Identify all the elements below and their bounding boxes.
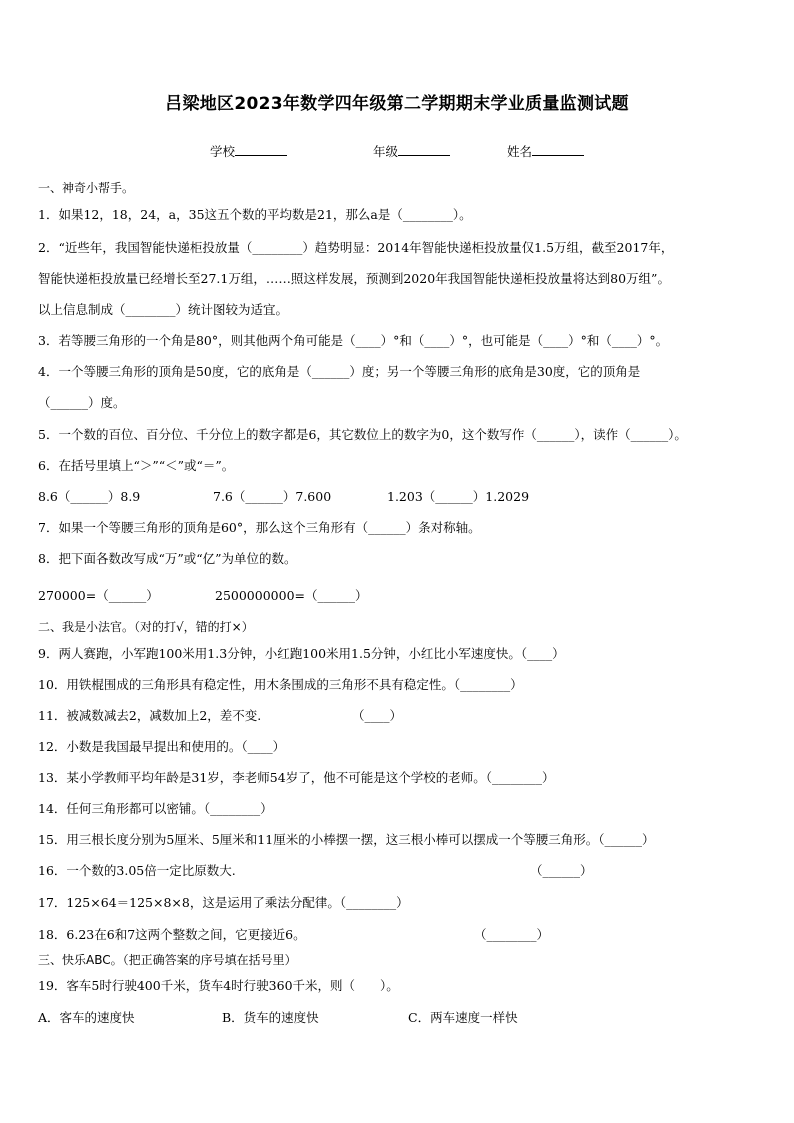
question-7: 7．如果一个等腰三角形的顶角是60°，那么这个三角形有（______）条对称轴。: [38, 520, 481, 535]
name-field: [507, 142, 584, 160]
question-4-line-1: 4．一个等腰三角形的顶角是50度，它的底角是（______）度；另一个等腰三角形的底角是30度，它的顶角是: [38, 364, 641, 379]
section-3-heading: 三、快乐ABC。（把正确答案的序号填在括号里）: [38, 953, 297, 967]
question-18: 18．6.23在6和7这两个整数之间，它更接近6。: [38, 927, 306, 942]
school-blank[interactable]: [235, 143, 287, 156]
question-19: 19．客车5时行驶400千米，货车4时行驶360千米，则（ ）。: [38, 978, 399, 993]
grade-label: 年级: [373, 144, 399, 159]
question-18-answer: （________）: [474, 927, 550, 942]
question-6-item-a: 8.6（______）8.9: [38, 489, 141, 504]
page-title: 吕梁地区2023年数学四年级第二学期期末学业质量监测试题: [165, 94, 629, 114]
question-8: 8．把下面各数改写成“万”或“亿”为单位的数。: [38, 551, 297, 566]
question-16-answer: （______）: [530, 863, 593, 878]
question-5: 5．一个数的百位、百分位、千分位上的数字都是6，其它数位上的数字为0，这个数写作（______），读作（______）。: [38, 427, 687, 442]
section-2-heading: 二、我是小法官。（对的打√，错的打×）: [38, 620, 254, 634]
question-10: 10．用铁棍围成的三角形具有稳定性，用木条围成的三角形不具有稳定性。（________）: [38, 677, 523, 692]
question-14: 14．任何三角形都可以密铺。（________）: [38, 801, 273, 816]
question-19-option-b: B．货车的速度快: [222, 1010, 319, 1025]
question-4-line-2: （______）度。: [38, 395, 126, 410]
question-17: 17．125×64＝125×8×8，这是运用了乘法分配律。（________）: [38, 895, 409, 910]
question-19-option-c: C．两车速度一样快: [408, 1010, 518, 1025]
question-2-line-1: 2．“近些年，我国智能快递柜投放量（________）趋势明显：2014年智能快递柜投放量仅1.5万组，截至2017年，: [38, 240, 674, 255]
question-6: 6．在括号里填上“＞”“＜”或“＝”。: [38, 458, 235, 473]
name-blank[interactable]: [532, 143, 584, 156]
school-field: [210, 142, 287, 160]
question-6-item-b: 7.6（______）7.600: [213, 489, 332, 504]
question-15: 15．用三根长度分别为5厘米、5厘米和11厘米的小棒摆一摆，这三根小棒可以摆成一个等腰三角形。（______）: [38, 832, 655, 847]
school-label: 学校: [210, 144, 236, 159]
question-9: 9．两人赛跑，小军跑100米用1.3分钟，小红跑100米用1.5分钟，小红比小军速度快。（____）: [38, 646, 565, 661]
question-3: 3．若等腰三角形的一个角是80°，则其他两个角可能是（____）°和（____）°，也可能是（____）°和（____）°。: [38, 333, 669, 348]
question-13: 13．某小学教师平均年龄是31岁，李老师54岁了，他不可能是这个学校的老师。（________）: [38, 770, 555, 785]
name-label: 姓名: [507, 144, 533, 159]
section-1-heading: 一、神奇小帮手。: [38, 181, 135, 195]
question-11: 11．被减数减去2，减数加上2，差不变.: [38, 708, 262, 723]
question-16: 16．一个数的3.05倍一定比原数大.: [38, 863, 236, 878]
question-2-line-2: 智能快递柜投放量已经增长至27.1万组，……照这样发展，预测到2020年我国智能快递柜投放量将达到80万组”。: [38, 271, 670, 286]
grade-blank[interactable]: [398, 143, 450, 156]
question-11-answer: （____）: [352, 708, 403, 723]
question-2-line-3: 以上信息制成（________）统计图较为适宜。: [38, 302, 289, 317]
question-1: 1．如果12，18，24，a，35这五个数的平均数是21，那么a是（________）。: [38, 207, 472, 222]
question-8-item-b: 2500000000=（______）: [215, 588, 368, 603]
question-12: 12．小数是我国最早提出和使用的。（____）: [38, 739, 286, 754]
grade-field: [373, 142, 450, 160]
question-8-item-a: 270000=（______）: [38, 588, 159, 603]
question-6-item-c: 1.203（______）1.2029: [387, 489, 530, 504]
question-19-option-a: A．客车的速度快: [38, 1010, 135, 1025]
